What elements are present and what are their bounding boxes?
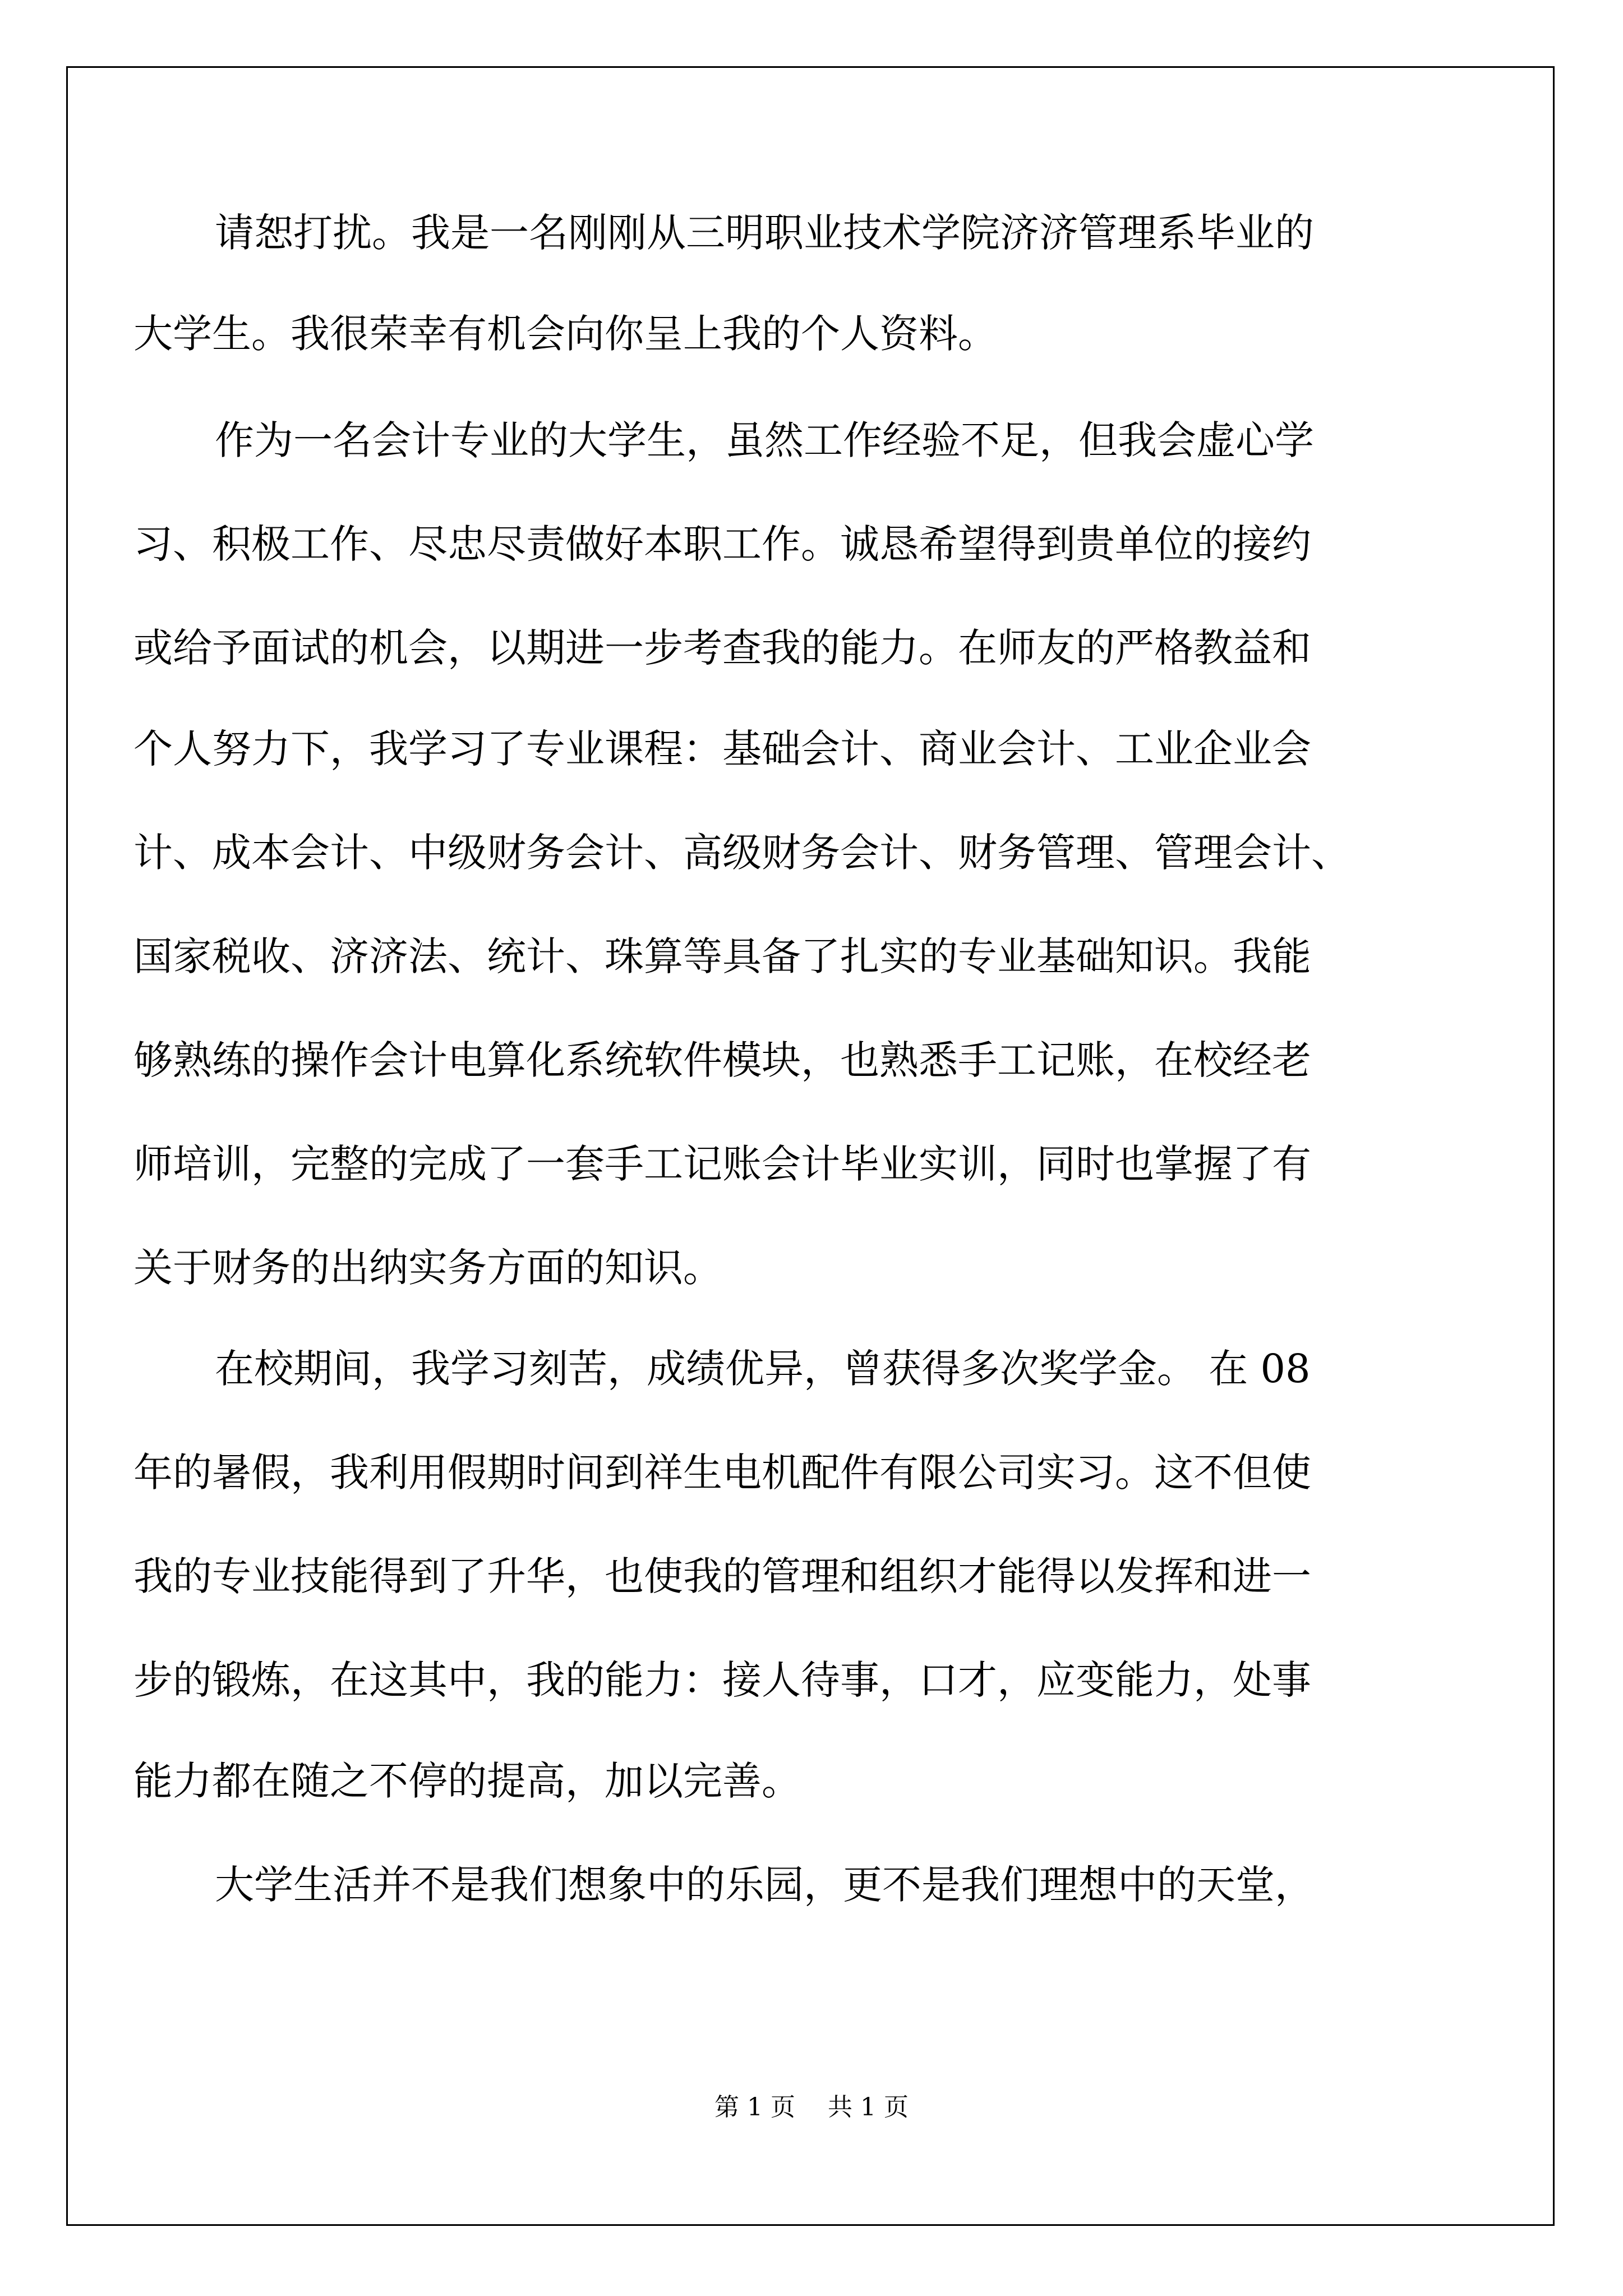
text-line: 大学生活并不是我们想象中的乐园，更不是我们理想中的天堂，: [215, 1862, 1314, 1908]
text-line: 国家税收、济济法、统计、珠算等具备了扎实的专业基础知识。我能: [133, 933, 1311, 979]
text-line: 个人努力下，我学习了专业课程：基础会计、商业会计、工业企业会: [133, 726, 1311, 772]
text-line: 够熟练的操作会计电算化系统软件模块，也熟悉手工记账，在校经老: [133, 1037, 1311, 1083]
text-line: 作为一名会计专业的大学生，虽然工作经验不足，但我会虚心学: [215, 417, 1314, 463]
text-line: 我的专业技能得到了升华，也使我的管理和组织才能得以发挥和进一: [133, 1553, 1311, 1599]
text-line: 习、积极工作、尽忠尽责做好本职工作。诚恳希望得到贵单位的接约: [133, 521, 1311, 567]
text-line: 师培训，完整的完成了一套手工记账会计毕业实训，同时也掌握了有: [133, 1141, 1311, 1187]
page-number-footer: 第 1 页 共 1 页: [714, 2093, 909, 2122]
text-line: 大学生。我很荣幸有机会向你呈上我的个人资料。: [133, 311, 997, 357]
text-line: 年的暑假，我利用假期时间到祥生电机配件有限公司实习。这不但使: [133, 1450, 1311, 1496]
text-line: 关于财务的出纳实务方面的知识。: [133, 1245, 722, 1291]
text-line: 请恕打扰。我是一名刚刚从三明职业技术学院济济管理系毕业的: [215, 210, 1314, 256]
text-line: 在校期间，我学习刻苦，成绩优异，曾获得多次奖学金。 在 08: [215, 1346, 1311, 1392]
text-line: 计、成本会计、中级财务会计、高级财务会计、财务管理、管理会计、: [133, 830, 1350, 876]
text-line: 能力都在随之不停的提高，加以完善。: [133, 1758, 801, 1804]
text-line: 步的锻炼，在这其中，我的能力：接人待事，口才，应变能力，处事: [133, 1657, 1311, 1703]
text-line: 或给予面试的机会，以期进一步考查我的能力。在师友的严格教益和: [133, 625, 1311, 671]
